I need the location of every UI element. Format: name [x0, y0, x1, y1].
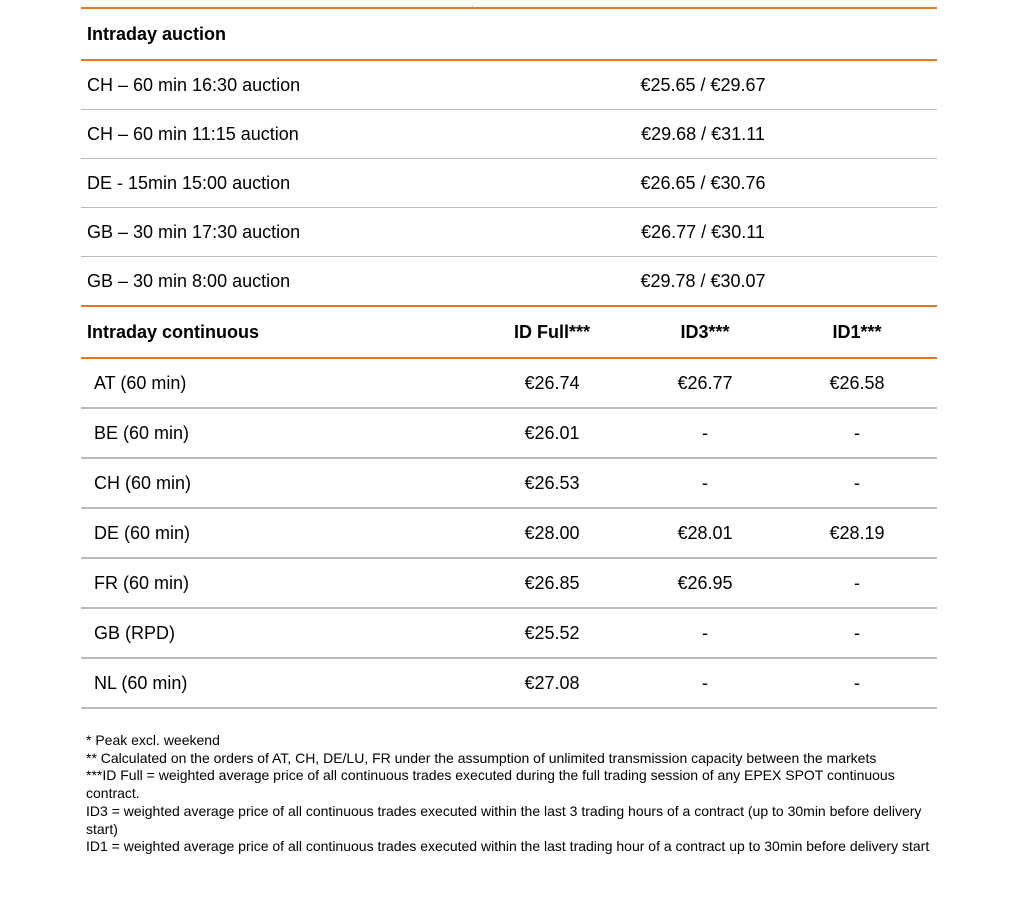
footnote: ***ID Full = weighted average price of all continuous trades executed during the full trading session of any EPEX SPOT continuous contract.	[86, 767, 895, 802]
auction-header-row	[81, 9, 937, 59]
id3-header: ID3***	[680, 321, 730, 342]
id3-value: €26.77	[677, 372, 733, 393]
price-table	[81, 7, 937, 709]
id-full-value: €26.85	[524, 572, 580, 593]
continuous-row	[81, 359, 937, 407]
id1-value: -	[854, 422, 860, 443]
id1-value: -	[854, 572, 860, 593]
continuous-row	[81, 509, 937, 557]
id3-value: -	[702, 472, 708, 493]
id3-value: -	[702, 672, 708, 693]
market-label: NL (60 min)	[94, 672, 188, 693]
auction-row-value: €25.65 / €29.67	[640, 74, 766, 95]
id3-value: €26.95	[677, 572, 733, 593]
id3-value: -	[702, 622, 708, 643]
market-label: BE (60 min)	[94, 422, 190, 443]
id-full-value: €26.53	[524, 472, 580, 493]
id1-value: €28.19	[829, 522, 885, 543]
auction-row-value: €29.68 / €31.11	[641, 123, 765, 144]
auction-row	[81, 61, 937, 109]
id1-value: -	[854, 472, 860, 493]
id1-header: ID1***	[832, 321, 882, 342]
continuous-row	[81, 609, 937, 657]
auction-section-title: Intraday auction	[87, 23, 227, 44]
footnote: ID3 = weighted average price of all continuous trades executed within the last 3 trading hours of a contract (up to 30min before delivery start)	[86, 802, 922, 837]
id-full-value: €28.00	[524, 522, 580, 543]
id1-value: -	[854, 622, 860, 643]
footnotes	[86, 732, 936, 856]
id3-value: €28.01	[677, 522, 733, 543]
id-full-value: €26.01	[524, 422, 580, 443]
continuous-row	[81, 559, 937, 607]
auction-row	[81, 208, 937, 256]
continuous-row	[81, 409, 937, 457]
footnote: ** Calculated on the orders of AT, CH, DE/LU, FR under the assumption of unlimited transmission capacity between the markets	[86, 749, 877, 766]
id-full-header: ID Full***	[513, 321, 590, 342]
auction-row-label: CH – 60 min 16:30 auction	[87, 74, 301, 95]
id3-value: -	[702, 422, 708, 443]
market-label: AT (60 min)	[94, 372, 187, 393]
auction-row	[81, 257, 937, 305]
id-full-value: €25.52	[524, 622, 580, 643]
continuous-row	[81, 459, 937, 507]
auction-row	[81, 110, 937, 158]
auction-row-label: DE - 15min 15:00 auction	[87, 172, 291, 193]
continuous-section-title: Intraday continuous	[87, 321, 260, 342]
id-full-value: €27.08	[524, 672, 580, 693]
auction-row	[81, 159, 937, 207]
id1-value: €26.58	[829, 372, 885, 393]
auction-row-label: CH – 60 min 11:15 auction	[87, 123, 299, 144]
auction-row-label: GB – 30 min 8:00 auction	[87, 270, 291, 291]
market-label: DE (60 min)	[94, 522, 191, 543]
market-label: GB (RPD)	[94, 622, 175, 643]
bottom-rule	[81, 707, 937, 709]
auction-row-value: €26.77 / €30.11	[641, 221, 765, 242]
continuous-row	[81, 659, 937, 707]
id1-value: -	[854, 672, 860, 693]
auction-row-value: €29.78 / €30.07	[640, 270, 766, 291]
continuous-header-row	[81, 307, 937, 357]
id-full-value: €26.74	[524, 372, 580, 393]
auction-row-label: GB – 30 min 17:30 auction	[87, 221, 301, 242]
market-label: CH (60 min)	[94, 472, 192, 493]
footnote: ID1 = weighted average price of all continuous trades executed within the last trading hour of a contract up to 30min before delivery start	[86, 838, 930, 855]
auction-row-value: €26.65 / €30.76	[640, 172, 766, 193]
market-label: FR (60 min)	[94, 572, 190, 593]
footnote: * Peak excl. weekend	[86, 732, 220, 748]
